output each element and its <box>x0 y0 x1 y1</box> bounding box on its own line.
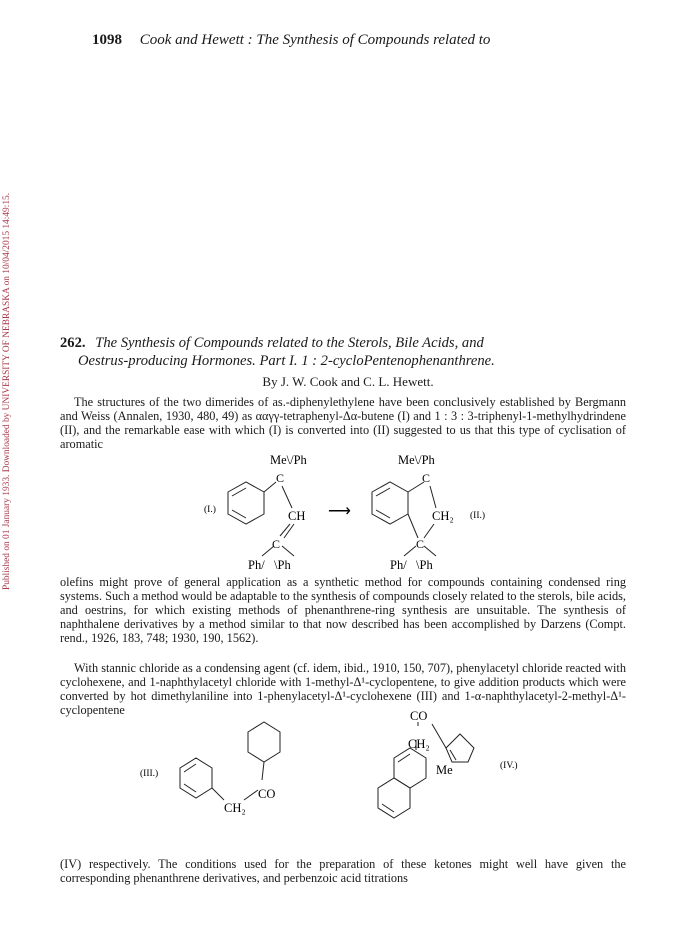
title-text-1: The Synthesis of Compounds related to the Sterols, Bile Acids, and <box>95 335 484 351</box>
paragraph-4 <box>60 857 626 885</box>
scheme-ch2-right: CH₂ <box>408 737 430 751</box>
scheme-me-ph-left: Me\/Ph <box>270 453 307 467</box>
paragraph-1 <box>60 395 626 451</box>
paragraph-1-text: The structures of the two dimerides of as.-diphenylethylene have been conclusively established by Bergmann and Weiss (Annalen, 1930, 480, 49) as ααγγ-tetraphenyl-Δα-butene (I) and 1 : 3 : 3-triphenyl-1-methylhydrindene (II), and the remarkable ease with which (I) is converted into (II) suggested to us that this type of cyclisation of aromatic <box>60 395 626 452</box>
scheme-label-II: (II.) <box>470 511 486 521</box>
scheme-me: Me <box>436 763 453 777</box>
paragraph-3-text: With stannic chloride as a condensing agent (cf. idem, ibid., 1910, 150, 707), phenylacetyl chloride reacted with cyclohexene, and 1-naphthylacetyl chloride with 1-methyl-Δ¹-cyclopentene, to give addition products which were converted by hot dimethylaniline into 1-phenylacetyl-Δ¹-cyclohexene (III) and 1-α-naphthylacetyl-2-methyl-Δ¹-cyclopentene <box>60 661 626 718</box>
scheme-arrow: ⟶ <box>328 503 351 520</box>
scheme-label-I: (I.) <box>204 505 216 515</box>
scheme-me-ph-right: Me\/Ph <box>398 453 435 467</box>
scheme-co-left: CO <box>258 787 276 801</box>
scheme-ph-ph-right: Ph/ \Ph <box>390 558 433 572</box>
scheme-label-III: (III.) <box>140 769 159 779</box>
authors: By J. W. Cook and C. L. Hewett. <box>262 374 434 389</box>
scheme-c-eq: C <box>272 537 281 551</box>
scheme-ch2: CH₂ <box>432 509 454 523</box>
scheme-c-right: C <box>422 471 431 485</box>
scheme-c-ring: C <box>416 537 425 551</box>
running-title: Cook and Hewett : The Synthesis of Compounds related to <box>139 32 491 48</box>
scheme-co-right: CO <box>410 709 428 723</box>
article-title <box>60 334 640 370</box>
scheme-2-diagram <box>140 709 590 828</box>
scheme-label-IV: (IV.) <box>500 761 518 771</box>
scheme-c-left: C <box>276 471 285 485</box>
scheme-ph-ph-left: Ph/ \Ph <box>248 558 291 572</box>
running-header <box>92 32 490 49</box>
paragraph-4-text: (IV) respectively. The conditions used for the preparation of these ketones might well have given the corresponding phenanthrene derivatives, and perbenzoic acid titrations <box>60 857 626 886</box>
paragraph-3 <box>60 661 626 717</box>
scheme-ch: CH <box>288 509 306 523</box>
page-number: 1098 <box>92 32 122 48</box>
sidebar-note-text: Published on 01 January 1933. Downloaded by UNIVERSITY OF NEBRASKA on 10/04/2015 14:49:15. <box>2 192 12 590</box>
paragraph-2 <box>60 575 626 645</box>
scheme-ch2-left: CH₂ <box>224 801 246 815</box>
article-number: 262. <box>60 335 86 351</box>
download-watermark <box>0 130 20 590</box>
scheme-1-diagram <box>190 452 510 582</box>
title-line-1 <box>60 334 640 352</box>
paragraph-2-text: olefins might prove of general application as a synthetic method for compounds containing condensed ring systems. Such a method would be adaptable to the synthesis of compounds closely related to the sterols, bile acids, and oestrins, for which existing methods of phenanthrene-ring synthesis are unsuitable. The synthesis of naphthalene derivatives by a method similar to that now described has been accomplished by Darzens (Compt. rend., 1926, 183, 748; 1930, 190, 1562). <box>60 575 626 646</box>
title-text-2: Oestrus-producing Hormones. Part I. 1 : 2-cycloPentenophenanthrene. <box>78 353 495 369</box>
